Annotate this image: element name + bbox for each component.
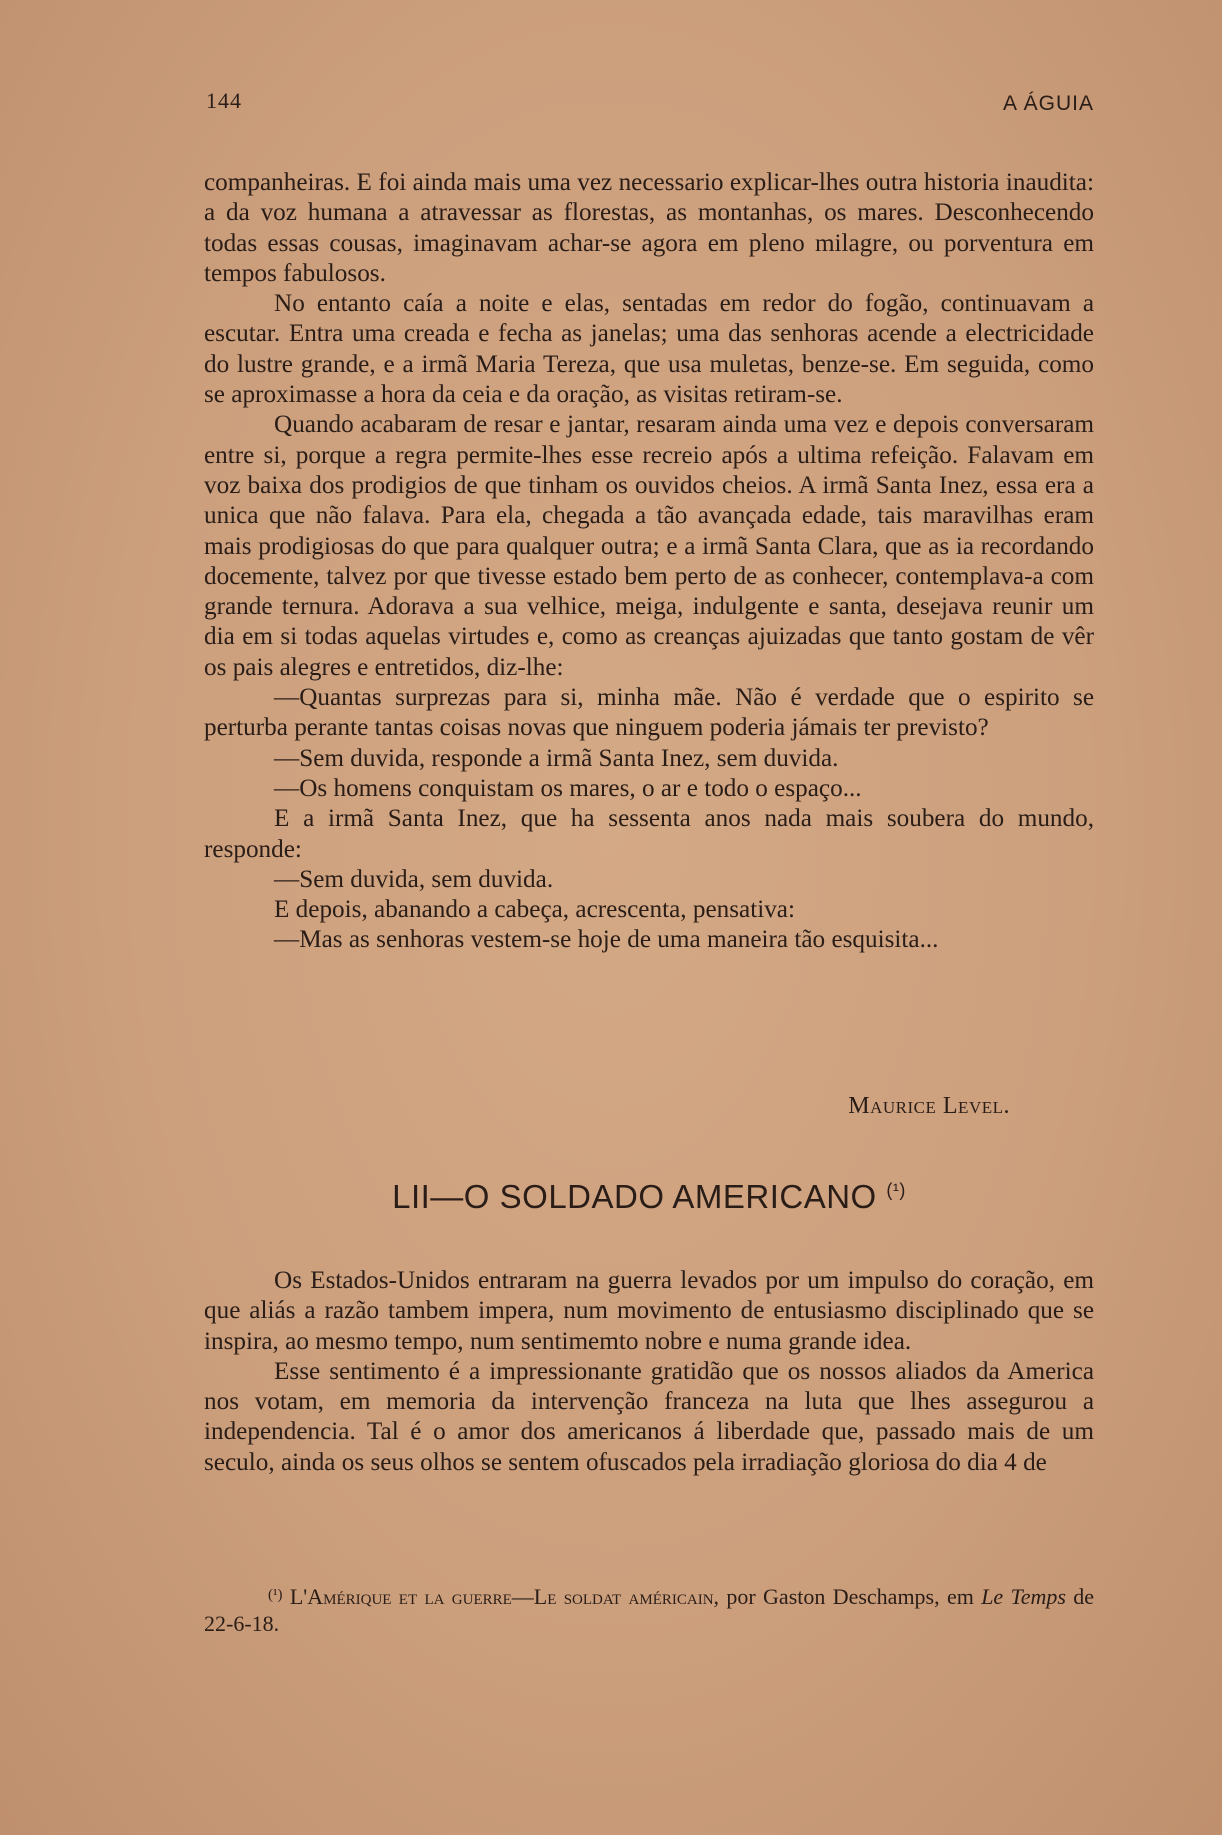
footnote-reference: (¹) — [886, 1180, 906, 1200]
story-paragraph: No entanto caía a noite e elas, sentadas em redor do fogão, continuavam a escutar. Entra uma creada e fecha as janelas; uma das senhoras acende a electricidade do lustre grande, e a irmã Maria Tereza, que usa muletas, benze-se. Em seguida, como se aproximasse a hora da ceia e da oração, as visitas retiram-se. — [204, 290, 1094, 409]
footnote — [204, 1582, 1094, 1637]
author-signature: Maurice Level. — [848, 1093, 1010, 1119]
story-paragraph: Quando acabaram de resar e jantar, resaram ainda uma vez e depois conversaram entre si, porque a regra permite-lhes esse recreio após a ultima refeição. Falavam em voz baixa dos prodigios de que tinham os ouvidos cheios. A irmã Santa Inez, essa era a unica que não falava. Para ela, chegada a tão avançada edade, tais maravilhas eram mais prodigiosas do que para qualquer outra; e a irmã Santa Clara, que as ia recordando docemente, talvez por que tivesse estado bem perto de as conhecer, contemplava-a com grande ternura. Adorava a sua velhice, meiga, indulgente e santa, desejava reunir um dia em si todas aquelas virtudes e, como as creanças ajuizadas que tanto gostam de vêr os pais alegres e entretidos, diz-lhe: — [204, 411, 1094, 681]
story-text — [204, 168, 1094, 956]
article-paragraph: Os Estados-Unidos entraram na guerra levados por um impulso do coração, em que aliás a razão tambem impera, num movimento de entusiasmo disciplinado que se inspira, ao mesmo tempo, num sentimemto nobre e numa grande idea. — [204, 1267, 1094, 1355]
story-paragraph: companheiras. E foi ainda mais uma vez necessario explicar-lhes outra historia inaudita: a da voz humana a atravessar as florestas, as montanhas, os mares. Desconhecendo todas essas cousas, imaginavam achar-se agora em pleno milagre, ou porventura em tempos fabulosos. — [204, 169, 1094, 287]
article-text — [204, 1266, 1094, 1478]
dialogue-line: —Quantas surprezas para si, minha mãe. Não é verdade que o espirito se perturba perante tantas coisas novas que ninguem poderia jámais ter previsto? — [204, 684, 1094, 742]
page-header — [206, 88, 1094, 128]
dialogue-line: —Sem duvida, responde a irmã Santa Inez, sem duvida. — [274, 744, 839, 772]
article-paragraph: Esse sentimento é a impressionante gratidão que os nossos aliados da America nos votam, em memoria da intervenção franceza na luta que lhes assegurou a independencia. Tal é o amor dos americanos á liberdade que, passado mais de um seculo, ainda os seus olhos se sentem ofuscados pela irradiação gloriosa do dia 4 de — [204, 1357, 1094, 1476]
dialogue-line: —Mas as senhoras vestem-se hoje de uma maneira tão esquisita... — [274, 926, 939, 954]
footnote-mark: (¹) — [268, 1587, 283, 1603]
footnote-source: L'Amérique et la guerre—Le soldat américain, — [289, 1584, 720, 1609]
section-title-text: LII—O SOLDADO AMERICANO — [392, 1178, 877, 1215]
footnote-publication: Le Temps — [981, 1584, 1066, 1609]
dialogue-line: —Sem duvida, sem duvida. — [274, 865, 554, 893]
dialogue-line: —Os homens conquistam os mares, o ar e todo o espaço... — [274, 774, 862, 802]
section-title — [204, 1178, 1094, 1216]
footnote-date: de 22-6-18. — [204, 1584, 1095, 1636]
story-paragraph: E a irmã Santa Inez, que ha sessenta anos nada mais soubera do mundo, responde: — [204, 805, 1094, 863]
story-paragraph: E depois, abanando a cabeça, acrescenta, pensativa: — [274, 896, 795, 924]
page-number: 144 — [206, 88, 242, 113]
running-title: A ÁGUIA — [1002, 92, 1094, 115]
footnote-author: por Gaston Deschamps, em — [726, 1584, 974, 1609]
